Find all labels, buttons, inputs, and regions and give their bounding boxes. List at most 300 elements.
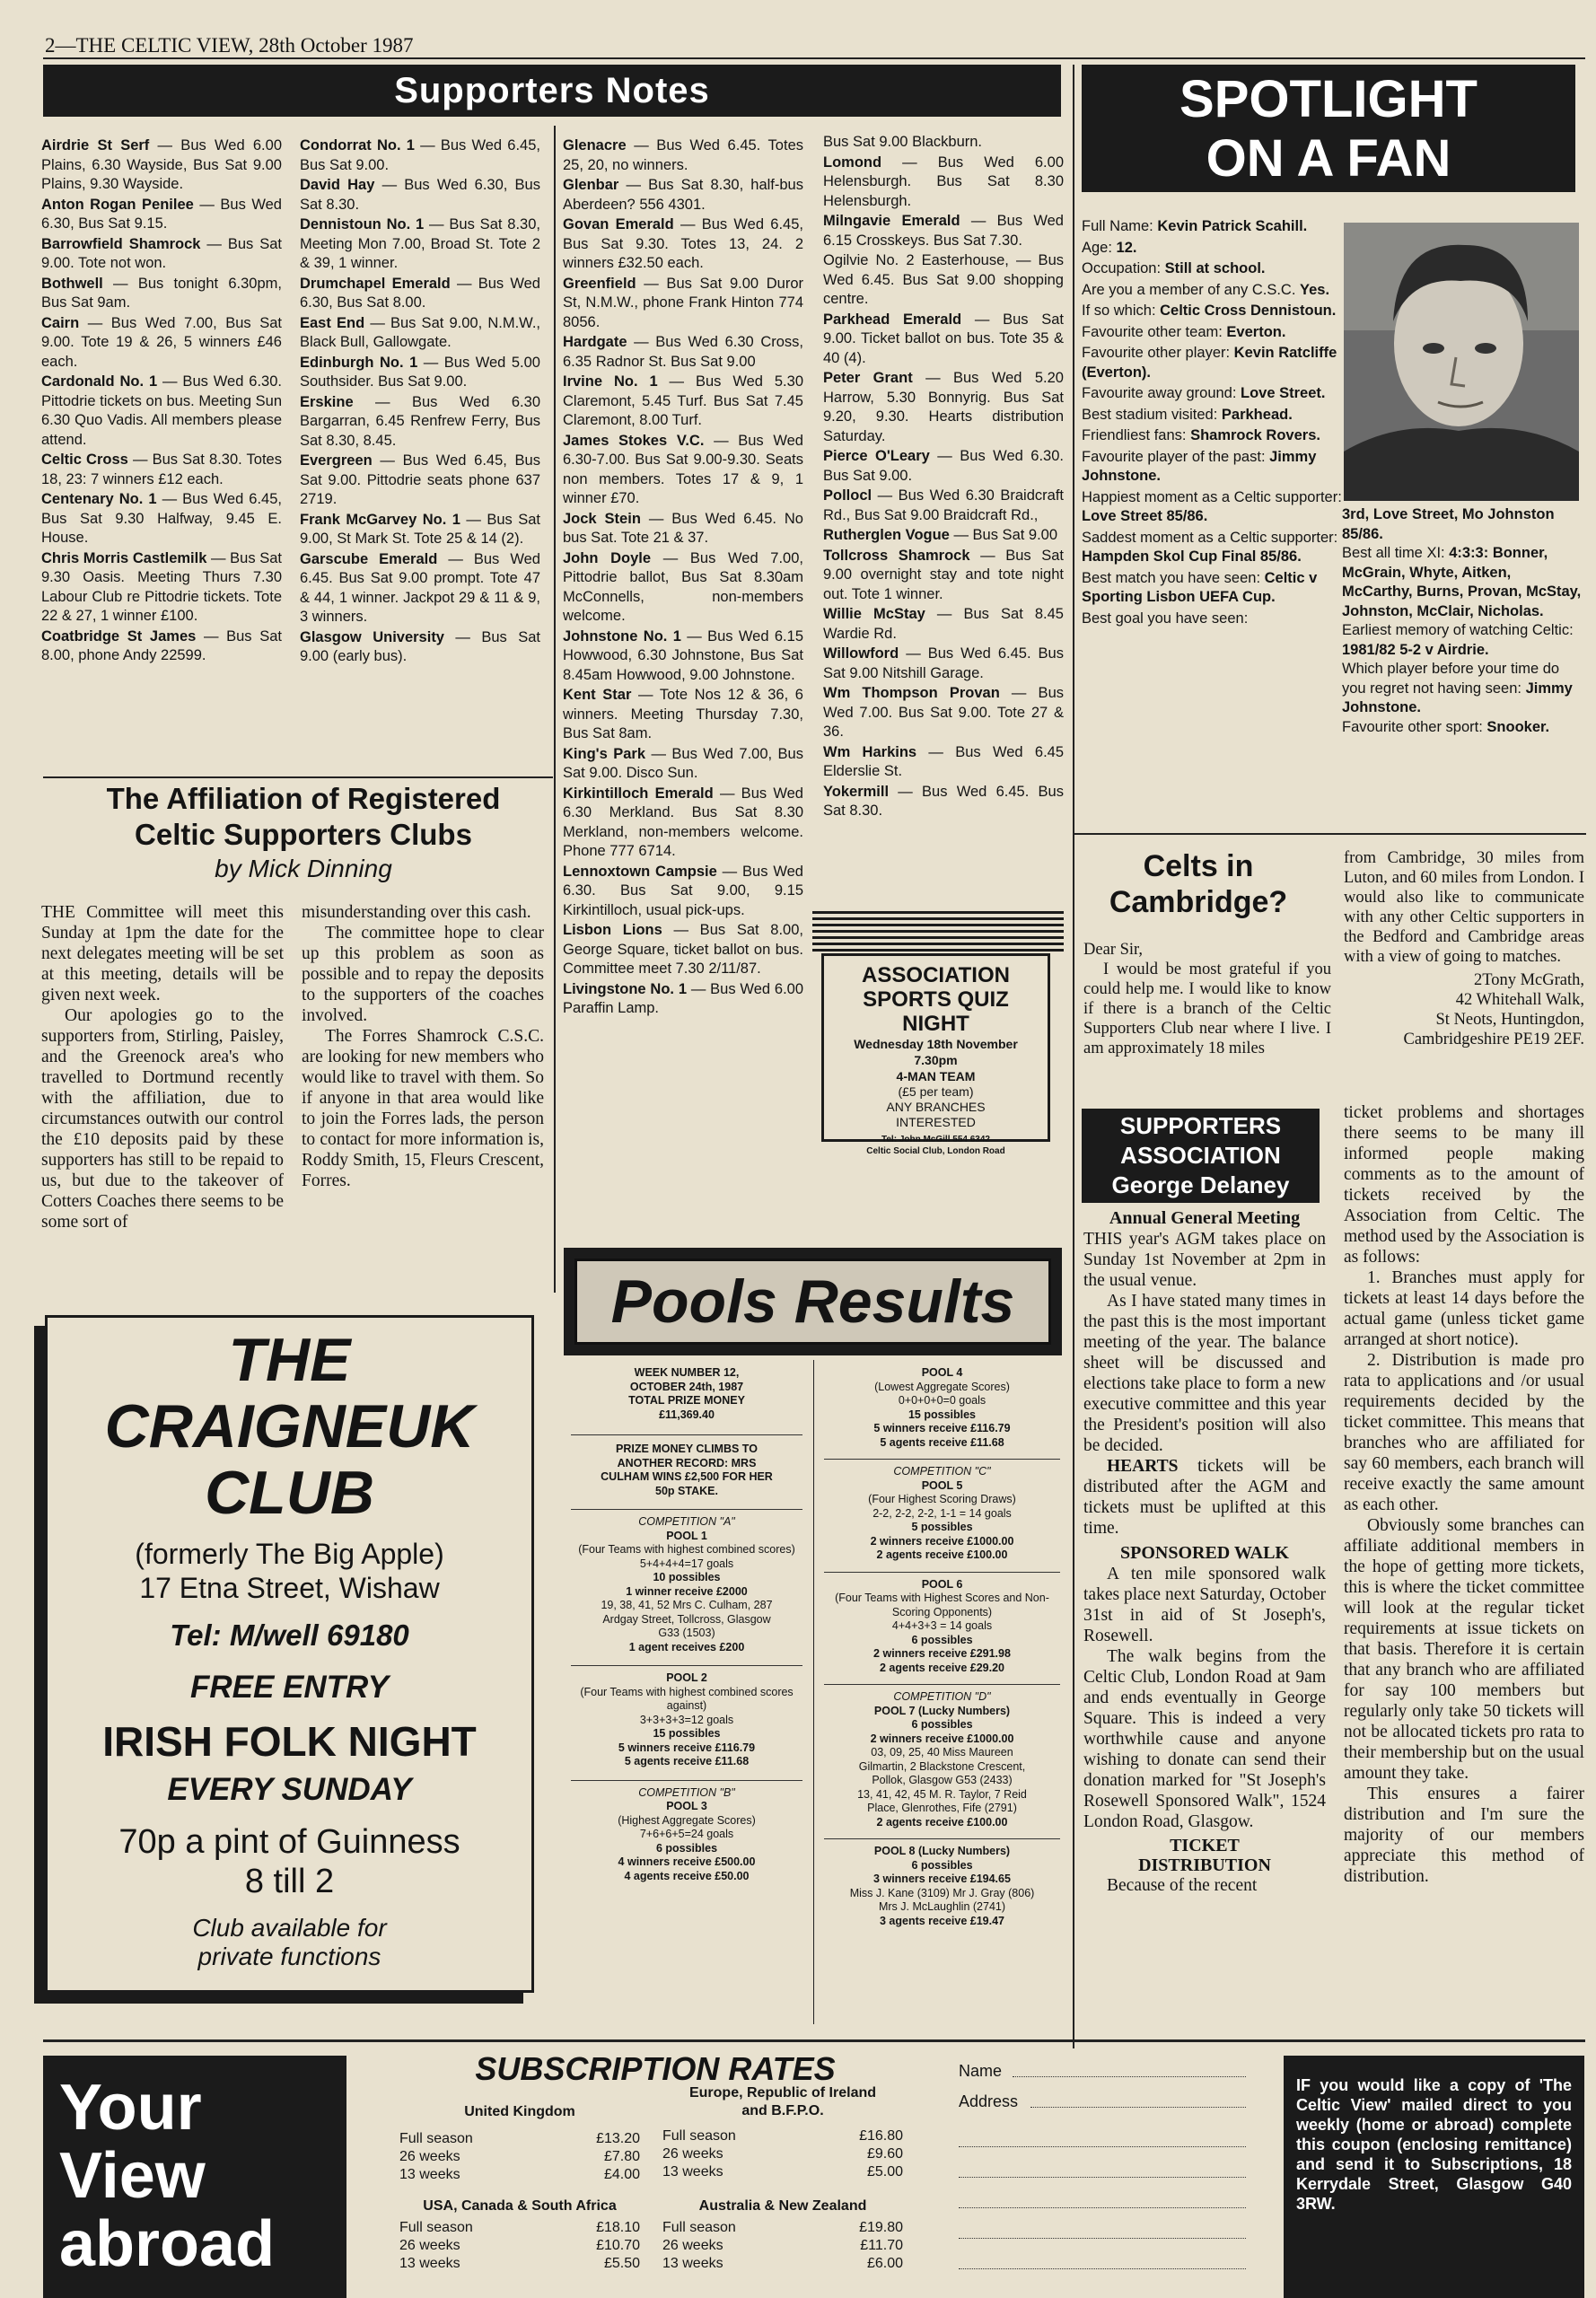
branch-note [563,921,803,979]
spotlight-item [1082,529,1342,567]
spotlight-question: Friendliest fans: [1082,427,1191,443]
branch-name: David Hay [300,177,375,193]
spotlight-question: Favourite away ground: [1082,385,1241,401]
spotlight-item [1342,718,1583,738]
spotlight-question: Earliest memory of watching Celtic: [1342,622,1574,638]
branch-name: Lisbon Lions [563,922,662,938]
affiliation-title-line-2: Celtic Supporters Clubs [135,818,472,851]
branch-details: — Bus Wed 6.45. Bus Sat 8.30. [823,783,1064,819]
pool-8-heading: POOL 8 (Lucky Numbers) [873,1845,1011,1857]
branch-details: — Bus Wed 6.30. Bus Sat 9.00. [823,448,1064,484]
branch-note [300,354,540,392]
pool-5-agents: 2 agents receive £100.00 [876,1548,1008,1561]
branch-name: King's Park [563,745,645,762]
advert-club: CLUB [205,1459,374,1527]
address-line[interactable] [959,2178,1246,2208]
spotlight-item [1082,610,1342,629]
pools-results-header [564,1248,1062,1355]
spotlight-item [1082,217,1342,237]
rate-label: Full season [662,2128,736,2144]
branch-note [563,785,803,862]
branch-note [563,333,803,372]
supporters-col-1 [41,136,282,774]
spotlight-answer: Jimmy Johnstone. [1082,448,1317,484]
pool-8-winners: 3 winners receive £194.65 [873,1873,1011,1885]
association-paragraph: 2. Distribution is made pro rata to applications and /or usual requirements decided by the ticket committee. This means that branches who are affiliated for say 60 members, each branch will receive exactly the same amount as each other. [1344,1351,1584,1514]
affiliation-paragraph: The Forres Shamrock C.S.C. are looking for new members who would like to travel with them. So if anyone in that area would like to join the Forres lads, the person to contact for more information is, Roddy Smith, 15, Fleurs Crescent, Forres. [302,1027,544,1190]
spotlight-questions [1082,217,1342,814]
sports-quiz-notice [821,953,1050,1156]
rates-row [399,2166,640,2184]
quiz-time: 7.30pm [914,1053,958,1067]
affiliation-byline: by Mick Dinning [215,855,392,882]
pool-7-winners: 2 winners receive £1000.00 [870,1732,1014,1745]
branch-name: Govan Emerald [563,216,674,232]
pool-4-agents: 5 agents receive £11.68 [880,1435,1004,1449]
branch-name: Celtic Cross [41,452,128,468]
branch-note [41,627,282,666]
advert-hours: 8 till 2 [244,1863,335,1900]
pool-5-goals: 2-2, 2-2, 2-2, 1-1 = 14 goals [873,1506,1012,1520]
rates-row [662,2163,903,2181]
spotlight-answer: Celtic Cross Dennistoun. [1160,303,1337,319]
rates-row [399,2237,640,2255]
branch-name: Kirkintilloch Emerald [563,785,714,802]
advert-every-sunday: EVERY SUNDAY [167,1772,412,1807]
pool-1-desc: (Four Teams with highest combined scores) [578,1543,795,1556]
branch-note [300,215,540,274]
spotlight-question: Occupation: [1082,260,1165,276]
pool-5-possibles: 5 possibles [911,1521,973,1533]
pool-1-winners: 1 winner receive £2000 [626,1584,748,1598]
pool-7-winner: Gilmartin, 2 Blackstone Crescent, [858,1759,1026,1773]
ticket-heading: TICKET [1170,1836,1240,1855]
branch-name: Willie McStay [823,606,925,622]
branch-details: — Bus Sat 9.00 [949,527,1058,543]
bottom-rule [43,2039,1585,2042]
branch-name: Parkhead Emerald [823,311,962,328]
pool-4-winners: 5 winners receive £116.79 [873,1422,1011,1434]
spotlight-item [1082,323,1342,343]
branch-name: Pollocl [823,487,873,504]
address-line[interactable] [959,2208,1246,2239]
rate-value: £7.80 [603,2149,640,2164]
spotlight-question: Favourite other player: [1082,345,1234,361]
branch-note [300,393,540,452]
rate-label: Full season [399,2220,473,2235]
branch-name: Cardonald No. 1 [41,373,158,390]
spotlight-question: Best stadium visited: [1082,406,1222,423]
branch-name: Drumchapel Emerald [300,275,451,292]
spotlight-question: Favourite player of the past: [1082,448,1270,465]
pools-record: PRIZE MONEY CLIMBS TO [616,1443,758,1455]
branch-details: — Bus Wed 6.45. No bus Sat. Tote 21 & 37. [563,510,803,546]
advert-the: THE [228,1326,351,1394]
rates-row [662,2219,903,2237]
pool-7-winner: 13, 41, 42, 45 M. R. Taylor, 7 Reid [857,1787,1027,1801]
rates-row [662,2255,903,2273]
spotlight-item [1082,239,1342,259]
supporters-col-2 [300,136,540,774]
branch-note [823,487,1064,525]
rates-row [662,2127,903,2145]
cambridge-letter-title: Celts in Cambridge? [1109,849,1288,919]
pool-1-winner-address: Ardgay Street, Tollcross, Glasgow [602,1612,771,1626]
column-rule [1073,65,1074,2048]
branch-details: — Bus Sat 8.45 Wardie Rd. [823,606,1064,642]
branch-details: — Bus Wed 6.45, Bus Sat 9.00. Pittodrie seats phone 637 2719. [300,452,540,507]
branch-note [823,133,1064,153]
rate-label: Full season [662,2220,736,2235]
affiliation-paragraph: THE Committee will meet this Sunday at 1pm the date for the next delegates meeting will be set at this meeting, details will be given next week. [41,903,284,1004]
spotlight-answer: Kevin Ratcliffe (Everton). [1082,345,1337,381]
column-rule [554,126,556,1293]
branch-note [823,743,1064,782]
affiliation-heading [43,781,564,889]
spotlight-item [1342,544,1583,621]
branch-note [300,176,540,215]
rate-label: 26 weeks [662,2238,723,2253]
rate-value: £4.00 [603,2167,640,2182]
branch-note [823,311,1064,369]
association-paragraph: As I have stated many times in the past this is the most important meeting of the year. The balance sheet will be discussed and elections take place to form a new executive committee and this year the President's position will also be decided. [1083,1292,1326,1455]
branch-name: Peter Grant [823,370,913,386]
competition-b: COMPETITION "B" [638,1785,735,1799]
section-rule [43,776,553,778]
branch-note [823,369,1064,446]
affiliation-paragraph: The committee hope to clear up this problem as soon as possible and to repay the deposits to the supporters of the coaches involved. [302,924,544,1025]
spotlight-item [1082,384,1342,404]
branch-note [563,176,803,215]
coupon-form [959,2056,1246,2298]
branch-details: — Bus Sat 8.30, half-bus Aberdeen? 556 4301. [563,177,803,213]
pools-record: ANOTHER RECORD: MRS [617,1456,757,1469]
rates-row [662,2145,903,2163]
competition-c: COMPETITION "C" [893,1465,991,1478]
pool-5-desc: (Four Highest Scoring Draws) [868,1493,1016,1505]
branch-note [300,136,540,175]
branch-name: Greenfield [563,275,636,292]
branch-note [823,251,1064,310]
pool-6-heading: POOL 6 [921,1577,963,1591]
branch-note [300,628,540,667]
rate-value: £13.20 [596,2131,640,2146]
branch-name: Airdrie St Serf [41,137,150,153]
spotlight-answer: Jimmy Johnstone. [1342,680,1573,715]
spotlight-item [1082,281,1342,301]
rates-region: Australia & New Zealand [698,2198,867,2214]
branch-details: — Bus Wed 5.30 Claremont, 5.45 Turf. Bus Sat 7.45 Claremont, 8.00 Turf. [563,373,803,428]
ad-line-2: View [59,2140,206,2212]
branch-details: — Bus Sat 9.30 Oasis. Meeting Thurs 7.30 Labour Club re Pittodrie tickets. Tote 22 & 27, 1 winner £100. [41,549,282,624]
association-col-1 [1083,1207,1326,2029]
cambridge-letter-col-2 [1344,848,1584,1095]
branch-details: — Bus Wed 6.30 Braidcraft Rd., Bus Sat 9.00 Braidcraft Rd., [823,487,1064,523]
spotlight-answer: Hampden Skol Cup Final 85/86. [1082,548,1302,565]
branch-name: Hardgate [563,334,627,350]
rates-row [662,2237,903,2255]
spotlight-question: Best match you have seen: [1082,569,1265,586]
branch-details: — Bus Sat 9.00, N.M.W., Black Bull, Gallowgate. [300,314,540,350]
pools-week: WEEK NUMBER 12, [634,1366,740,1379]
branch-details: — Bus Wed 7.00, Bus Sat 9.00. Disco Sun. [563,745,803,781]
advert-private-line-2: private functions [197,1943,381,1970]
address-line[interactable] [959,2147,1246,2178]
branch-name: John Doyle [563,549,652,566]
branch-note [823,547,1064,605]
spotlight-question: If so which: [1082,303,1161,319]
branch-note [300,511,540,549]
branch-details: Ogilvie No. 2 Easterhouse, — Bus Wed 6.45. Bus Sat 9.00 shopping centre. [823,252,1064,307]
association-col-2 [1344,1102,1584,2031]
pool-7-possibles: 6 possibles [911,1718,973,1731]
rate-value: £10.70 [596,2238,640,2253]
spotlight-answer: 12. [1116,239,1137,256]
pool-1-possibles: 10 possibles [653,1571,721,1583]
competition-d: COMPETITION "D" [893,1690,991,1703]
pool-7-heading: POOL 7 (Lucky Numbers) [873,1704,1011,1717]
branch-details: — Bus Wed 6.45. Bus Sat 9.00 prompt. Tote 47 & 44, 1 winner. Jackpot 29 & 11 & 9, 3 winners. [300,550,540,625]
branch-name: Coatbridge St James [41,627,197,645]
pools-total-label: TOTAL PRIZE MONEY [628,1394,745,1407]
spotlight-question: Happiest moment as a Celtic supporter: [1082,488,1342,505]
rates-usa [399,2197,640,2296]
rate-value: £9.60 [866,2146,903,2162]
association-paragraph: 1. Branches must apply for tickets at least 14 days before the actual game (unless ticket game arranged at short notice). [1344,1268,1584,1349]
letter-salutation: Dear Sir, [1083,941,1144,959]
branch-details: — Bus Wed 6.30 Cross, 6.35 Radnor St. Bus Sat 9.00 [563,334,803,370]
branch-note [563,549,803,627]
branch-name: James Stokes V.C. [563,432,705,449]
advert-formerly: (formerly The Big Apple) [135,1538,444,1570]
branch-name: Pierce O'Leary [823,448,930,464]
ticket-heading: DISTRIBUTION [1138,1855,1271,1875]
branch-name: Centenary No. 1 [41,491,157,507]
address-field[interactable] [1030,2086,1246,2108]
branch-name: Yokermill [823,783,890,800]
association-paragraph: A ten mile sponsored walk takes place next Saturday, October 31st in aid of St Joseph's, Rosewell. [1083,1565,1327,1645]
advert-folk-night: IRISH FOLK NIGHT [102,1718,477,1765]
branch-name: Condorrat No. 1 [300,137,415,153]
branch-name: Evergreen [300,452,373,469]
letter-address: 42 Whitehall Walk, [1455,991,1584,1009]
pool-3-heading: POOL 3 [666,1800,707,1812]
letter-paragraph: from Cambridge, 30 miles from Luton, and 60 miles from London. I would also like to communicate with any other Celtic supporters in the Bedford and Cambridge areas with a view of going to matches. [1344,849,1584,966]
branch-note [823,645,1064,683]
rates-row [399,2130,640,2148]
letter-signature: 2Tony McGrath, [1473,971,1584,989]
pool-1-agents: 1 agent receives £200 [628,1640,745,1653]
rate-value: £18.10 [596,2220,640,2235]
branch-details: — Bus Wed 6.30, Bus Sat 8.30. [300,177,540,213]
branch-note [300,314,540,353]
pools-divider [813,1360,814,2024]
pool-7-agents: 2 agents receive £100.00 [876,1815,1008,1829]
quiz-interested: INTERESTED [896,1115,976,1129]
pool-6-possibles: 6 possibles [911,1633,973,1646]
branch-note [41,196,282,234]
spotlight-item [1342,621,1583,660]
pools-right-column [819,1366,1065,2026]
pool-8-possibles: 6 possibles [911,1858,973,1872]
advert-telephone: Tel: M/well 69180 [170,1618,409,1652]
branch-note [41,136,282,195]
pools-record: 50p STAKE. [655,1484,718,1497]
spotlight-question: Full Name: [1082,218,1158,234]
branch-details: — Bus Sat 9.00 Duror St, N.M.W., phone Frank Hinton 774 8056. [563,275,803,330]
pool-8-agents: 3 agents receive £19.47 [880,1914,1004,1927]
branch-note [823,212,1064,250]
pool-7-winner: Pollok, Glasgow G53 (2433) [872,1774,1013,1786]
pool-2-winners: 5 winners receive £116.79 [618,1741,756,1754]
branch-note [823,605,1064,644]
pool-3-desc: (Highest Aggregate Scores) [618,1813,756,1827]
branch-name: Frank McGarvey No. 1 [300,511,460,528]
spotlight-answer: 1981/82 5-2 v Airdrie. [1342,641,1489,658]
branch-name: East End [300,314,365,331]
spotlight-title-1: SPOTLIGHT [1179,70,1478,128]
competition-a: COMPETITION "A" [638,1515,735,1528]
branch-note [41,373,282,450]
branch-note [41,490,282,548]
branch-name: Kent Star [563,687,632,703]
association-paragraph: ticket problems and shortages there seems to be many ill informed people making comments as to the amount of tickets received by the Association from Celtic. The method used by the Association is as follows: [1344,1103,1584,1267]
pool-7-winner: Place, Glenrothes, Fife (2791) [867,1802,1017,1814]
branch-name: Wm Harkins [823,743,917,760]
pool-3-goals: 7+6+6+5=24 goals [639,1828,734,1840]
supporters-col-4 [823,133,1064,905]
address-line[interactable] [959,2117,1246,2147]
rate-label: 26 weeks [399,2149,460,2164]
spotlight-answer: Parkhead. [1221,406,1293,423]
pool-1-heading: POOL 1 [666,1529,707,1542]
branch-name: Dennistoun No. 1 [300,216,425,232]
pool-5-winners: 2 winners receive £1000.00 [870,1534,1014,1548]
pool-4-possibles: 15 possibles [908,1408,977,1421]
spotlight-question: Best goal you have seen: [1082,610,1249,627]
branch-note [563,686,803,744]
spotlight-item [1082,569,1342,608]
branch-note [300,550,540,627]
pools-record: CULHAM WINS £2,500 FOR HER [601,1470,773,1483]
spotlight-answer: Love Street. [1241,385,1326,401]
address-label: Address [959,2092,1019,2110]
branch-details: — Bus Wed 6.30. Pittodrie tickets on bus. Meeting Sun 6.30 Quo Vadis. All members please attend. [41,373,282,448]
rate-value: £6.00 [866,2256,903,2271]
quiz-date: Wednesday 18th November [854,1037,1018,1051]
branch-details: — Bus Wed 6.30 Merkland. Bus Sat 8.30 Merkland, non-members welcome. Phone 777 6714. [563,785,803,859]
pool-8-winner: Miss J. Kane (3109) Mr J. Gray (806) [849,1886,1035,1899]
branch-name: Anton Rogan Penilee [41,196,194,213]
sa-title-2: ASSOCIATION [1120,1142,1281,1169]
rate-value: £5.50 [603,2256,640,2271]
branch-note [563,627,803,686]
supporters-col-3 [563,136,803,1223]
address-line[interactable] [959,2239,1246,2269]
rate-value: £11.70 [860,2238,903,2253]
pool-4-desc: (Lowest Aggregate Scores) [874,1380,1010,1393]
spotlight-title-2: ON A FAN [1206,129,1451,188]
spotlight-item [1082,448,1342,487]
branch-note [300,452,540,510]
branch-note [823,526,1064,546]
association-paragraph: Obviously some branches can affiliate additional members in the hope of getting more tickets, this is where the ticket committee will look at the regular ticket requirements at issue tickets on that basis. Therefore it is certain that any branch who are affiliated for say 100 members but regularly only take 50 tickets will not be allocated tickets pro rata to their membership but on the usual amount they take. [1344,1516,1584,1783]
cambridge-letter-col-1 [1083,940,1331,1097]
branch-name: Johnstone No. 1 [563,627,681,645]
pool-2-possibles: 15 possibles [653,1727,721,1740]
name-field[interactable] [1013,2056,1246,2077]
branch-details: — Bus tonight 6.30pm, Bus Sat 9am. [41,275,282,311]
address-row [959,2086,1246,2117]
rate-value: £5.00 [866,2164,903,2180]
branch-details: — Bus Sat 8.30, Meeting Mon 7.00, Broad St. Tote 2 & 39, 1 winner. [300,216,540,271]
branch-details: — Bus Wed 7.00, Pittodrie ballot, Bus Sat 8.30am McConnells, non-members welcome. [563,549,803,624]
spotlight-question: Are you a member of any C.S.C. [1082,281,1301,298]
branch-details: — Bus Wed 6.45, Bus Sat 9.30 Halfway, 9.45 E. House. [41,491,282,546]
spotlight-item [1082,259,1342,279]
branch-details: — Bus Wed 5.20 Harrow, 5.30 Bonnyrig. Bus Sat 9.20, 9.30. Hearts distribution Saturday. [823,370,1064,444]
pool-6-goals: 4+4+3+3 = 14 goals [891,1619,993,1632]
pools-total: £11,369.40 [659,1408,715,1421]
pool-2-agents: 5 agents receive £11.68 [624,1755,750,1767]
masthead: 2—THE CELTIC VIEW, 28th October 1987 [45,34,414,57]
branch-name: Irvine No. 1 [563,373,658,390]
branch-name: Barrowfield Shamrock [41,235,201,252]
branch-note [41,275,282,313]
branch-details: — Bus Wed 6.00 Plains, 6.30 Wayside, Bus Sat 9.00 Plains, 9.30 Wayside. [41,137,282,192]
branch-note [563,275,803,333]
branch-name: Erskine [300,393,354,410]
spotlight-item [1082,302,1342,321]
letter-address: Cambridgeshire PE19 2EF. [1403,1031,1584,1048]
branch-name: Tollcross Shamrock [823,547,970,564]
branch-note [823,153,1064,212]
pool-4-heading: POOL 4 [921,1366,963,1379]
pool-6-desc: (Four Teams with Highest Scores and Non-Scoring Opponents) [835,1592,1049,1618]
branch-name: Glasgow University [300,628,444,645]
pool-8-winner: Mrs J. McLaughlin (2741) [878,1900,1006,1913]
branch-details: — Bus Wed 6.45. Totes 25, 20, no winners. [563,137,803,173]
branch-details: — Bus Wed 6.30, Bus Sat 8.00. [300,275,540,311]
branch-details: Bus Sat 9.00 Blackburn. [823,134,983,150]
ad-line-1: Your [59,2072,202,2144]
rate-label: Full season [399,2131,473,2146]
decorative-hatch [812,911,1064,952]
quiz-fee: (£5 per team) [898,1084,974,1099]
branch-details: — Bus Sat 8.30. Totes 18, 23: 7 winners £12 each. [41,452,282,487]
rates-row [399,2219,640,2237]
spotlight-item [1082,344,1342,382]
spotlight-item [1082,488,1342,527]
supporters-association-header [1082,1109,1320,1203]
spotlight-question: Age: [1082,239,1117,256]
supporters-notes-header: Supporters Notes [43,65,1061,117]
letter-address: St Neots, Huntingdon, [1435,1011,1584,1029]
craigneuk-club-advert [45,1315,534,1993]
spotlight-answer: Snooker. [1486,718,1550,735]
branch-name: Jock Stein [563,510,641,527]
branch-name: Glenbar [563,177,619,193]
branch-note [823,783,1064,821]
branch-note [563,980,803,1019]
pool-2-heading: POOL 2 [666,1671,707,1684]
affiliation-col-1 [41,902,284,1297]
rates-row [399,2255,640,2273]
association-paragraph: tickets will be distributed after the AGM and tickets must be uplifted at this time. [1083,1457,1326,1538]
advert-address: 17 Etna Street, Wishaw [139,1572,440,1604]
rates-australia [662,2197,903,2296]
affiliation-title-line-1: The Affiliation of Registered [106,782,501,815]
